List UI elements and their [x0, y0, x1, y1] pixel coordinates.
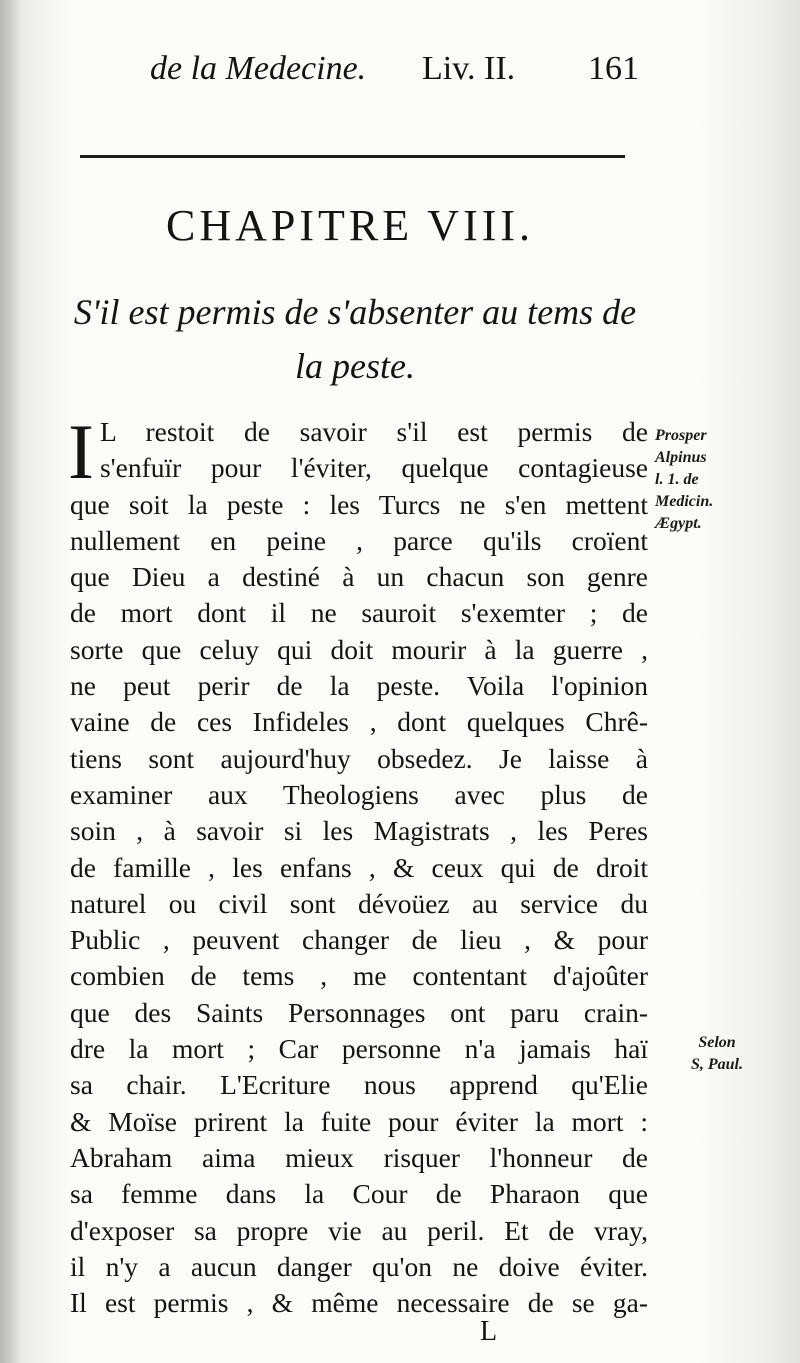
- text-line: Public , peuvent changer de lieu , & pour: [70, 924, 648, 956]
- text-line: de famille , les enfans , & ceux qui de droit: [70, 851, 648, 883]
- margin-note-selon: [662, 1032, 772, 1076]
- text-line: Abraham aima mieux risquer l'honneur de: [70, 1141, 648, 1173]
- text-line: dre la mort ; Car personne n'a jamais haï: [70, 1033, 648, 1065]
- margin-note-line: Selon: [698, 1034, 736, 1051]
- margin-note-line: Medicin.: [655, 493, 714, 510]
- text-line: examiner aux Theologiens avec plus de: [70, 778, 648, 810]
- page-number: 161: [588, 50, 639, 87]
- margin-note-prosper: [655, 425, 765, 535]
- text-line: vaine de ces Infideles , dont quelques Chrê-: [70, 706, 648, 738]
- running-head-title: de la Medecine.: [150, 50, 367, 87]
- margin-note-line: Ægypt.: [655, 515, 702, 532]
- text-line: s'enfuïr pour l'éviter, quelque contagieuse: [99, 452, 648, 484]
- text-line: d'exposer sa propre vie au peril. Et de vray,: [70, 1214, 648, 1246]
- text-line: naturel ou civil sont dévoüez au service du: [70, 887, 648, 919]
- margin-note-line: Alpinus: [655, 449, 707, 466]
- text-line: sa femme dans la Cour de Pharaon que: [70, 1178, 648, 1210]
- text-line: que des Saints Personnages ont paru crain-: [70, 996, 648, 1028]
- text-line: nullement en peine , parce qu'ils croïent: [70, 524, 648, 556]
- text-line: tiens sont aujourd'huy obsedez. Je laisse à: [70, 742, 648, 774]
- header-rule: [80, 155, 625, 158]
- subtitle-line-1: S'il est permis de s'absenter au tems de: [73, 292, 637, 332]
- margin-note-line: S, Paul.: [690, 1056, 743, 1073]
- margin-note-line: l. 1. de: [655, 471, 699, 488]
- subtitle-line-2: la peste.: [295, 346, 415, 386]
- running-head-book: Liv. II.: [422, 50, 516, 87]
- chapter-subtitle: [55, 285, 655, 393]
- body-text: [68, 408, 648, 1321]
- text-line: combien de tems , me contentant d'ajoûter: [70, 960, 648, 992]
- text-line: L restoit de savoir s'il est permis de: [99, 416, 648, 447]
- text-line: que soit la peste : les Turcs ne s'en mettent: [70, 488, 648, 520]
- text-line: sa chair. L'Ecriture nous apprend qu'Elie: [70, 1069, 648, 1101]
- text-line: soin , à savoir si les Magistrats , les Peres: [70, 815, 648, 847]
- chapter-title: CHAPITRE VIII.: [165, 201, 535, 250]
- margin-note-line: Prosper: [655, 427, 707, 444]
- drop-cap: I: [68, 408, 94, 495]
- text-line: il n'y a aucun danger qu'on ne doive éviter.: [70, 1250, 648, 1282]
- text-line: que Dieu a destiné à un chacun son genre: [70, 561, 648, 593]
- text-line: sorte que celuy qui doit mourir à la guerre ,: [70, 633, 648, 665]
- running-head: [150, 50, 650, 100]
- text-line: Il est permis , & même necessaire de se ga-: [70, 1287, 648, 1319]
- text-line: & Moïse prirent la fuite pour éviter la mort :: [70, 1105, 648, 1137]
- text-line: ne peut perir de la peste. Voila l'opinion: [70, 670, 648, 702]
- text-line: de mort dont il ne sauroit s'exemter ; de: [70, 597, 648, 629]
- catchword: L: [480, 1316, 498, 1347]
